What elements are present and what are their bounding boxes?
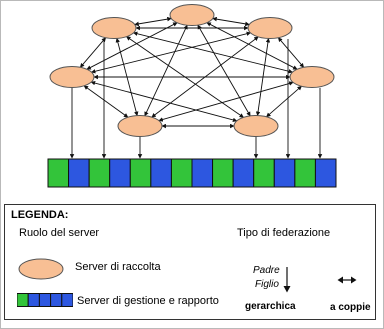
management-server-cell xyxy=(295,159,316,187)
management-server-label: Server di gestione e rapporto xyxy=(77,295,219,307)
management-server-cell xyxy=(48,159,69,187)
management-server-cell xyxy=(233,159,254,187)
management-server-cell xyxy=(315,159,336,187)
swatch-cell xyxy=(28,294,39,307)
management-server-cell xyxy=(110,159,131,187)
management-server-cell xyxy=(192,159,213,187)
role-header: Ruolo del server xyxy=(19,227,100,239)
peer-link xyxy=(213,19,249,25)
collection-server-low-right xyxy=(234,116,278,137)
management-server-cell xyxy=(69,159,90,187)
hierarchical-links xyxy=(72,39,320,158)
management-server-cell xyxy=(130,159,151,187)
management-server-cell xyxy=(89,159,110,187)
collection-server-mid-left xyxy=(50,67,94,88)
collection-server-label: Server di raccolta xyxy=(75,261,161,273)
collection-server-top-left xyxy=(92,18,136,39)
peer-link xyxy=(267,86,302,117)
management-server-swatch xyxy=(17,293,73,307)
peer-link xyxy=(91,82,237,121)
legend-box xyxy=(4,204,376,320)
legend-title: LEGENDA: xyxy=(11,209,69,221)
peer-link xyxy=(135,19,171,25)
management-servers-bar xyxy=(48,159,336,187)
peer-link xyxy=(278,38,303,68)
hierarchical-arrow-icon xyxy=(283,267,291,293)
child-label: Figlio xyxy=(255,279,279,290)
pair-label: a coppie xyxy=(330,302,371,313)
pair-arrow-icon xyxy=(337,275,357,285)
collection-server-swatch xyxy=(17,257,65,281)
management-server-cell xyxy=(171,159,192,187)
collection-server-top-center xyxy=(170,5,214,26)
swatch-cell xyxy=(62,294,73,307)
management-server-cell xyxy=(254,159,275,187)
parent-label: Padre xyxy=(253,265,280,276)
collection-server-low-left xyxy=(118,116,162,137)
collection-servers xyxy=(50,5,334,137)
peer-link xyxy=(80,38,105,68)
swatch-cell xyxy=(51,294,62,307)
swatch-cell xyxy=(17,294,28,307)
collection-server-top-right xyxy=(248,18,292,39)
management-server-cell xyxy=(151,159,172,187)
swatch-cell xyxy=(39,294,50,307)
peer-link xyxy=(159,82,293,120)
management-server-cell xyxy=(213,159,234,187)
collection-server-mid-right xyxy=(290,67,334,88)
federation-header: Tipo di federazione xyxy=(237,227,331,239)
management-server-cell xyxy=(274,159,295,187)
hierarchical-label: gerarchica xyxy=(245,301,296,312)
